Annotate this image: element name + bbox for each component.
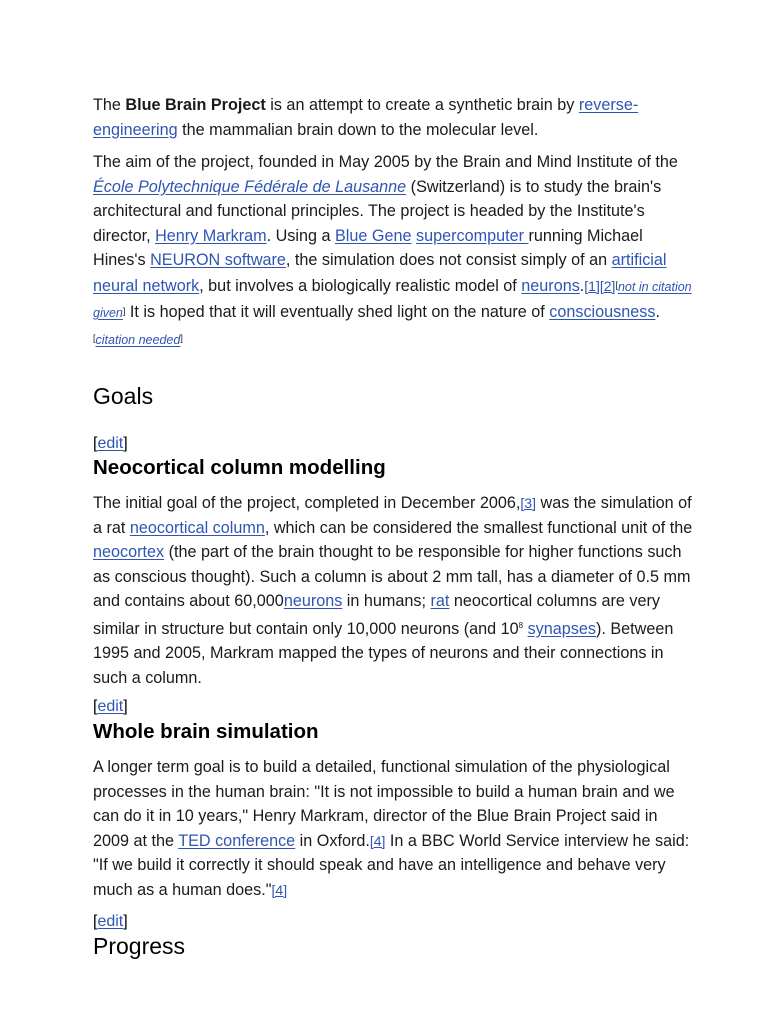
bracket: ] [180, 332, 183, 343]
bracket: [ [93, 913, 98, 930]
text: The aim of the project, founded in May 2005 by the Brain and Mind Institute of the [93, 153, 678, 171]
link-rat[interactable]: rat [430, 592, 450, 610]
edit-section-link [93, 912, 128, 932]
heading-neocortical-column-modelling: Neocortical column modelling [93, 456, 386, 479]
citation-2[interactable]: [2] [599, 277, 616, 294]
edit-link[interactable]: edit [97, 698, 124, 715]
note-citation-needed[interactable]: citation needed [95, 332, 181, 347]
link-neurons[interactable]: neurons [521, 276, 580, 295]
neocortical-paragraph [93, 491, 693, 690]
citation-3[interactable]: [3] [520, 495, 536, 511]
aim-paragraph [93, 150, 693, 352]
link-epfl[interactable]: École Polytechnique Fédérale de Lausanne [93, 177, 407, 196]
text: , which can be considered the smallest functional unit of the [264, 518, 693, 537]
link-neurons[interactable]: neurons [283, 592, 343, 610]
bracket: [ [93, 332, 96, 343]
link-artificial-neural-network[interactable]: artificial neural network [93, 251, 667, 295]
text: the mammalian brain down to the molecular level. [177, 120, 539, 139]
citation-4[interactable]: [4] [271, 881, 288, 898]
citation-4[interactable]: [4] [369, 832, 386, 849]
bracket: ] [123, 698, 128, 715]
text: , the simulation does not consist simply of an [285, 251, 612, 269]
bracket: [ [615, 279, 618, 290]
heading-goals: Goals [93, 383, 154, 409]
text: . [655, 303, 660, 321]
bracket: [ [93, 435, 98, 452]
whole-brain-paragraph [93, 755, 693, 902]
link-synapses[interactable]: synapses [527, 619, 596, 638]
bracket: [ [93, 698, 98, 715]
link-neuron-software[interactable]: NEURON software [150, 251, 286, 269]
text: It is hoped that it will eventually shed light on the nature of [125, 303, 550, 321]
exponent: 8 [518, 620, 524, 630]
text: is an attempt to create a synthetic brain by [265, 96, 579, 114]
heading-progress: Progress [93, 933, 186, 959]
project-name: Blue Brain Project [125, 96, 266, 114]
link-henry-markram[interactable]: Henry Markram [155, 226, 267, 245]
edit-section-link [93, 697, 128, 717]
link-ted-conference[interactable]: TED conference [178, 831, 296, 850]
text: running Michael Hines's [93, 226, 643, 269]
text: The [93, 96, 126, 114]
text: In a BBC World Service interview he said: "If we build it correctly it should speak and have an intelligence and behave very much as a human does." [93, 831, 690, 899]
text: ). Between 1995 and 2005, Markram mapped the types of neurons and their connections in such a column. [93, 619, 674, 687]
link-consciousness[interactable]: consciousness [549, 303, 656, 321]
link-neocortical-column[interactable]: neocortical column [129, 518, 265, 537]
link-reverse-engineering[interactable]: reverse-engineering [93, 96, 639, 139]
bracket: ] [123, 913, 128, 930]
bracket: ] [123, 435, 128, 452]
edit-section-link [93, 434, 128, 454]
note-not-in-citation-given[interactable]: not in citation given [93, 279, 692, 320]
text: , but involves a biologically realistic model of [199, 276, 522, 295]
edit-link[interactable]: edit [97, 913, 124, 930]
text: . Using a [266, 226, 335, 245]
heading-whole-brain-simulation: Whole brain simulation [93, 720, 319, 743]
intro-paragraph [93, 93, 693, 142]
text: (Switzerland) is to study the brain's architectural and functional principles. The project is headed by the Institute's director, [93, 177, 662, 245]
text: neocortical columns are very similar in structure but contain only 10,000 neurons (and 10 [93, 592, 660, 638]
text: (the part of the brain thought to be responsible for higher functions such as conscious thought). Such a column is about 2 mm tall, has a diameter of 0.5 mm and contains about 60,000 [93, 543, 691, 610]
edit-link[interactable]: edit [97, 435, 124, 452]
link-neocortex[interactable]: neocortex [93, 543, 165, 561]
text: The initial goal of the project, completed in December 2006, [93, 494, 521, 512]
text: . [579, 276, 585, 295]
text: was the simulation of a rat [93, 494, 692, 537]
bracket: ] [122, 306, 126, 316]
link-supercomputer[interactable]: supercomputer [416, 226, 529, 245]
citation-1[interactable]: [1] [584, 277, 600, 294]
link-blue-gene[interactable]: Blue Gene [335, 226, 412, 245]
text: A longer term goal is to build a detailed, functional simulation of the physiological processes in the human brain: "It is not impossible to build a human brain and we can do it in 10 years," Henry Markram, director of the Blue Brain Project said in 2009 at the [93, 758, 675, 850]
text: in Oxford. [295, 831, 370, 850]
text: in humans; [342, 592, 431, 610]
